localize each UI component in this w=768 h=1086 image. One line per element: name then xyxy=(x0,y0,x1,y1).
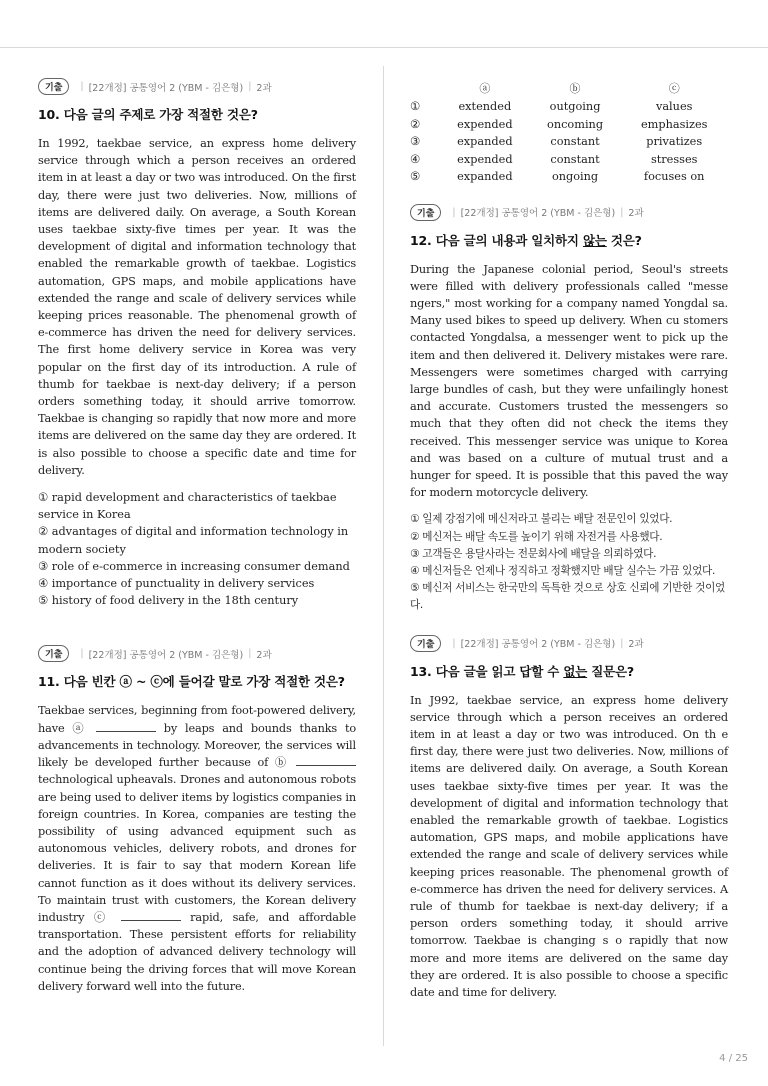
table-cell: emphasizes xyxy=(640,117,708,131)
table-cell: extended xyxy=(458,100,512,114)
table-cell: privatizes xyxy=(646,135,703,149)
right-column xyxy=(410,78,728,1001)
lesson-label: 2과 xyxy=(628,208,644,219)
lesson-label: 2과 xyxy=(628,639,644,651)
question-tag: 기출 | [22개정] 공통영어 2 (YBM - 김은형) | 2과 xyxy=(38,78,356,95)
option-number: ④ xyxy=(410,152,421,166)
option-number: ⑤ xyxy=(410,170,421,184)
source-label: [22개정] 공통영어 2 (YBM - 김은형) xyxy=(460,208,616,219)
answer-option[interactable]: ① 일제 강점기에 메신저라고 불리는 배달 전문인이 있었다. xyxy=(410,513,673,526)
blank-a xyxy=(96,721,156,732)
table-cell: constant xyxy=(550,135,600,149)
table-cell: constant xyxy=(550,152,600,166)
blank-c xyxy=(121,910,181,921)
table-row[interactable] xyxy=(410,116,728,134)
page-number: 4 / 25 xyxy=(719,1053,748,1064)
answer-option[interactable]: ⑤ 메신저 서비스는 한국만의 독특한 것으로 상호 신뢰에 기반한 것이었다. xyxy=(410,582,725,612)
option-number: ① xyxy=(410,100,421,114)
question-11 xyxy=(38,645,356,994)
table-cell: expanded xyxy=(457,170,513,184)
column-header-c: ⓒ xyxy=(668,82,680,95)
table-row[interactable] xyxy=(410,168,728,186)
question-tag: 기출 | [22개정] 공통영어 2 (YBM - 김은형) | 2과 xyxy=(410,204,728,221)
answer-option[interactable]: ⑤ history of food delivery in the 18th century xyxy=(38,594,299,608)
passage: In J992, taekbae service, an express home delivery service through which a person receives an ordered item in at least a day or two was introduced. On th e first day, there were just two deliveries. Now, millions of items are delivered daily. On average, a South Korean uses taekbae sixty-five times per year. It was the development of digital and information technology that enabled the remarkable growth of taekbae. Logistics automation, GPS maps, and mobile applications have extended the range and scale of delivery services while keeping prices reasonable. The phenomenal growth of e-commerce has driven the need for delivery services. A rule of thumb for taekbae is next-day delivery; if a person orders something today, it should arrive tomorrow. Taekbae is changing s o rapidly that now more and more items are delivered on the same day they are ordered. It is also possible to choose a specific date and time for delivery. xyxy=(410,693,728,1000)
question-title: 13. 다음 글을 읽고 답할 수 없는 질문은? xyxy=(410,663,634,679)
table-cell: expended xyxy=(457,117,513,131)
exam-badge: 기출 xyxy=(38,645,69,662)
answer-option[interactable]: ② 메신저는 배달 속도를 높이기 위해 자전거를 사용했다. xyxy=(410,530,663,543)
answer-options xyxy=(410,511,728,614)
question-tag: 기출 | [22개정] 공통영어 2 (YBM - 김은형) | 2과 xyxy=(410,635,728,652)
table-cell: ongoing xyxy=(551,170,599,184)
answer-option[interactable]: ③ 고객들은 용달사라는 전문회사에 배달을 의뢰하였다. xyxy=(410,547,657,560)
question-10 xyxy=(38,78,356,609)
table-cell: expanded xyxy=(457,135,513,149)
table-row[interactable] xyxy=(410,98,728,116)
column-header-b: ⓑ xyxy=(569,82,581,95)
underlined-keyword: 없는 xyxy=(563,663,588,679)
answer-option[interactable]: ① rapid development and characteristics of taekbae service in Korea xyxy=(38,491,337,522)
passage: In 1992, taekbae service, an express home delivery service through which a person receives an ordered item in at least a day or two was introduced. On the first day, there were just two deliveries. Now, millions of items are delivered daily. On average, a South Korean uses taekbae sixty-five times per year. It was the development of digital and information technology that enabled the remarkable growth of taekbae. Logistics automation, GPS maps, and mobile applications have extended the range and scale of delivery services while keeping prices reasonable. The phenomenal growth of e-commerce has driven the need for delivery services. The first home delivery service in Korea was very popular on the first day of its introduction. A rule of thumb for taekbae is next-day delivery; if a person orders something today, it should arrive tomorrow. Taekbae is changing so rapidly that now more and more items are delivered on the same day they are ordered. It is also possible to choose a specific date and time for delivery. xyxy=(38,137,356,477)
table-cell: stresses xyxy=(650,152,698,166)
left-column xyxy=(38,78,356,995)
passage-part: by leaps and bounds thanks to advancements in technology. Moreover, the services will likely be developed further because of ⓑ xyxy=(38,721,357,770)
table-cell: expended xyxy=(457,152,513,166)
source-label: [22개정] 공통영어 2 (YBM - 김은형) xyxy=(460,639,616,651)
column-divider xyxy=(383,66,384,1046)
passage xyxy=(38,702,356,994)
question-title: 12. 다음 글의 내용과 일치하지 않는 것은? xyxy=(410,232,642,248)
source-label: [22개정] 공통영어 2 (YBM - 김은형) xyxy=(88,82,244,94)
exam-badge: 기출 xyxy=(38,78,69,95)
header-rule xyxy=(0,47,768,48)
table-row[interactable] xyxy=(410,151,728,169)
answer-option[interactable]: ④ importance of punctuality in delivery services xyxy=(38,577,315,591)
table-cell: values xyxy=(655,100,693,114)
lesson-label: 2과 xyxy=(256,649,272,661)
question-tag: 기출 | [22개정] 공통영어 2 (YBM - 김은형) | 2과 xyxy=(38,645,356,662)
source-label: [22개정] 공통영어 2 (YBM - 김은형) xyxy=(88,649,244,661)
passage-part: Taekbae services, beginning from foot-powered delivery, have ⓐ xyxy=(38,704,356,735)
exam-badge: 기출 xyxy=(410,204,441,221)
answer-options xyxy=(38,489,356,609)
answer-option[interactable]: ② advantages of digital and information technology in modern society xyxy=(38,525,349,556)
passage-part: technological upheavals. Drones and autonomous robots are being used to deliver items by logistics companies in foreign countries. In Korea, companies are testing the possibility of using advanced equipment such as autonomous vehicles, delivery robots, and drones for deliveries. It is fair to say that modern Korean life cannot function as it does without its delivery services. To maintain trust with customers, the Korean delivery industry ⓒ xyxy=(38,773,356,924)
table-cell: focuses on xyxy=(643,170,705,184)
question-title: 11. 다음 빈칸 ⓐ ~ ⓒ에 들어갈 말로 가장 적절한 것은? xyxy=(38,674,345,690)
answer-choice-table xyxy=(410,78,728,186)
table-cell: oncoming xyxy=(547,117,604,131)
table-row[interactable] xyxy=(410,133,728,151)
question-title: 10. 다음 글의 주제로 가장 적절한 것은? xyxy=(38,107,258,122)
column-header-a: ⓐ xyxy=(479,82,491,95)
underlined-keyword: 않는 xyxy=(582,232,607,248)
option-number: ② xyxy=(410,117,421,131)
passage: During the Japanese colonial period, Seoul's streets were filled with delivery professionals called "messe ngers," most working for a company named Yongdal sa. Many used bikes to speed up delivery. When cu stomers contacted Yongdalsa, a messenger went to pick up the item and then delivered it. Delivery mistakes were rare. Messengers were sometimes charged with carrying large bundles of cash, but they were unfailingly honest and accurate. Customers trusted the messengers so much that they often did not check the items they received. This messenger service was unique to Korea and was based on a culture of mutual trust and a hunger for speed. It is possible that this paved the way for modern motorcycle delivery. xyxy=(410,262,728,500)
lesson-label: 2과 xyxy=(256,82,272,94)
passage-part: rapid, safe, and affordable transportation. These persistent efforts for reliability and the adoption of advanced delivery technology will continue being the driving forces that will move Korean delivery forward well into the future. xyxy=(38,910,356,993)
option-number: ③ xyxy=(410,135,421,149)
blank-b xyxy=(296,755,356,766)
table-cell: outgoing xyxy=(549,100,601,114)
answer-option[interactable]: ④ 메신저들은 언제나 정직하고 정확했지만 배달 실수는 가끔 있었다. xyxy=(410,564,716,577)
answer-option[interactable]: ③ role of e-commerce in increasing consumer demand xyxy=(38,559,350,573)
question-12 xyxy=(410,204,728,615)
question-13 xyxy=(410,635,728,1002)
exam-badge: 기출 xyxy=(410,635,441,652)
